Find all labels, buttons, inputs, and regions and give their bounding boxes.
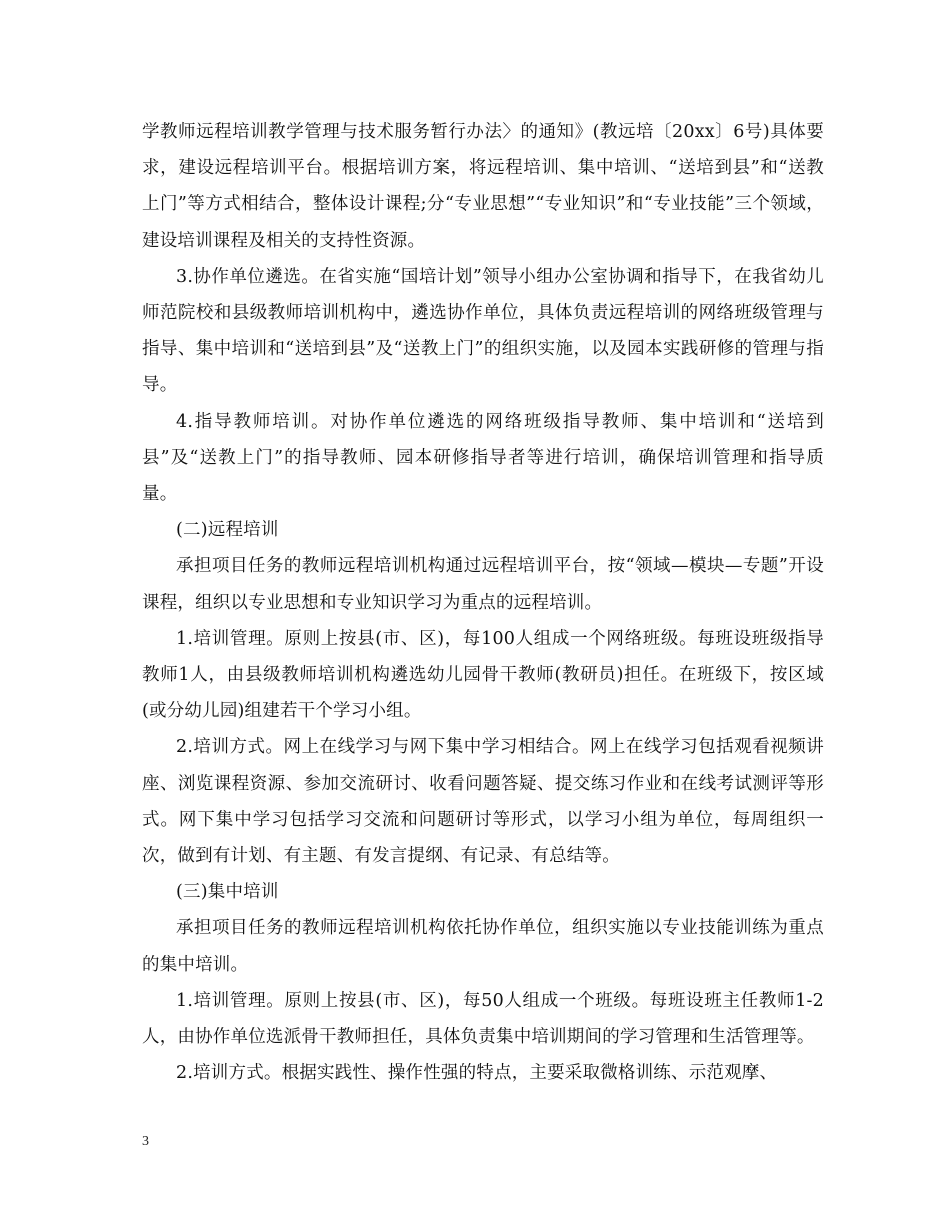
paragraph: 3.协作单位遴选。在省实施“国培计划”领导小组办公室协调和指导下，在我省幼儿师范院校和县级教师培训机构中，遴选协作单位，具体负责远程培训的网络班级管理与指导、集中培训和“送培到县”及“送教上门”的组织实施，以及园本实践研修的管理与指导。 [142, 266, 824, 396]
paragraph: 1.培训管理。原则上按县(市、区)，每50人组成一个班级。每班设班主任教师1-2人，由协作单位选派骨干教师担任，具体负责集中培训期间的学习管理和生活管理等。 [142, 990, 824, 1048]
paragraph: 1.培训管理。原则上按县(市、区)，每100人组成一个网络班级。每班设班级指导教师1人，由县级教师培训机构遴选幼儿园骨干教师(教研员)担任。在班级下，按区域(或分幼儿园)组建若干个学习小组。 [142, 628, 824, 722]
section-heading: (二)远程培训 [176, 520, 279, 541]
page-number: 3 [142, 1134, 149, 1149]
paragraph: 承担项目任务的教师远程培训机构通过远程培训平台，按“领域—模块—专题”开设课程，组织以专业思想和专业知识学习为重点的远程培训。 [142, 556, 824, 613]
paragraph: 承担项目任务的教师远程培训机构依托协作单位，组织实施以专业技能训练为重点的集中培训。 [142, 918, 824, 975]
paragraph: 2.培训方式。网上在线学习与网下集中学习相结合。网上在线学习包括观看视频讲座、浏览课程资源、参加交流研讨、收看问题答疑、提交练习作业和在线考试测评等形式。网下集中学习包括学习交流和问题研讨等形式，以学习小组为单位，每周组织一次，做到有计划、有主题、有发言提纲、有记录、有总结等。 [142, 737, 824, 867]
document-body [142, 114, 824, 1091]
paragraph: 4.指导教师培训。对协作单位遴选的网络班级指导教师、集中培训和“送培到县”及“送教上门”的指导教师、园本研修指导者等进行培训，确保培训管理和指导质量。 [142, 411, 824, 505]
section-heading: (三)集中培训 [176, 882, 279, 903]
paragraph: 2.培训方式。根据实践性、操作性强的特点，主要采取微格训练、示范观摩、 [176, 1063, 778, 1084]
paragraph: 学教师远程培训教学管理与技术服务暂行办法〉的通知》(教远培〔20xx〕6号)具体要求，建设远程培训平台。根据培训方案，将远程培训、集中培训、“送培到县”和“送教上门”等方式相结合，整体设计课程;分“专业思想”“专业知识”和“专业技能”三个领域，建设培训课程及相关的支持性资源。 [142, 122, 824, 251]
